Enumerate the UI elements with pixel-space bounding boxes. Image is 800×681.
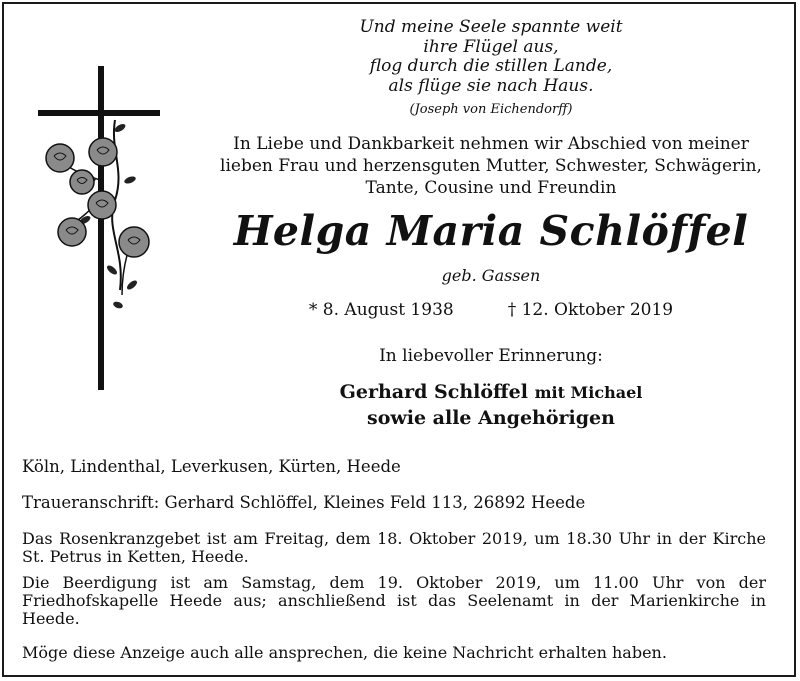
deceased-name: Helga Maria Schlöffel <box>233 207 749 255</box>
intro-text <box>196 133 786 199</box>
poem-author: (Joseph von Eichendorff) <box>409 102 573 117</box>
mourners-primary <box>196 381 786 403</box>
poem-line: als flüge sie nach Haus. <box>388 75 594 96</box>
poem <box>196 18 786 96</box>
closing-note: Möge diese Anzeige auch alle ansprechen, die keine Nachricht erhalten haben. <box>22 643 667 662</box>
rosary-info: Das Rosenkranzgebet ist am Freitag, dem 18. Oktober 2019, um 18.30 Uhr in der Kirche St. Petrus in Ketten, Heede. <box>22 529 766 566</box>
poem-line: Und meine Seele spannte weit <box>359 17 623 37</box>
mourner-with: mit Michael <box>534 383 643 402</box>
life-dates <box>196 300 786 320</box>
cross-with-roses-icon <box>30 60 170 395</box>
mourner-name: Gerhard Schlöffel <box>339 381 528 403</box>
death-date: † 12. Oktober 2019 <box>507 300 674 320</box>
intro-line: In Liebe und Dankbarkeit nehmen wir Abschied von meiner <box>233 134 749 154</box>
intro-line: Tante, Cousine und Freundin <box>365 178 617 198</box>
funeral-info: Die Beerdigung ist am Samstag, dem 19. Oktober 2019, um 11.00 Uhr von der Friedhofskapelle Heede aus; anschließend ist das Seelenamt in der Marienkirche in Heede. <box>22 573 766 628</box>
mourning-address: Traueranschrift: Gerhard Schlöffel, Kleines Feld 113, 26892 Heede <box>22 493 586 512</box>
birth-name: geb. Gassen <box>441 266 541 285</box>
birth-date: * 8. August 1938 <box>308 300 454 320</box>
mourners-others: sowie alle Angehörigen <box>367 407 615 429</box>
poem-line: flog durch die stillen Lande, <box>369 56 613 76</box>
places: Köln, Lindenthal, Leverkusen, Kürten, Heede <box>22 457 401 476</box>
poem-line: ihre Flügel aus, <box>423 36 559 57</box>
remembrance-heading: In liebevoller Erinnerung: <box>379 346 603 366</box>
intro-line: lieben Frau und herzensguten Mutter, Schwester, Schwägerin, <box>220 156 762 176</box>
